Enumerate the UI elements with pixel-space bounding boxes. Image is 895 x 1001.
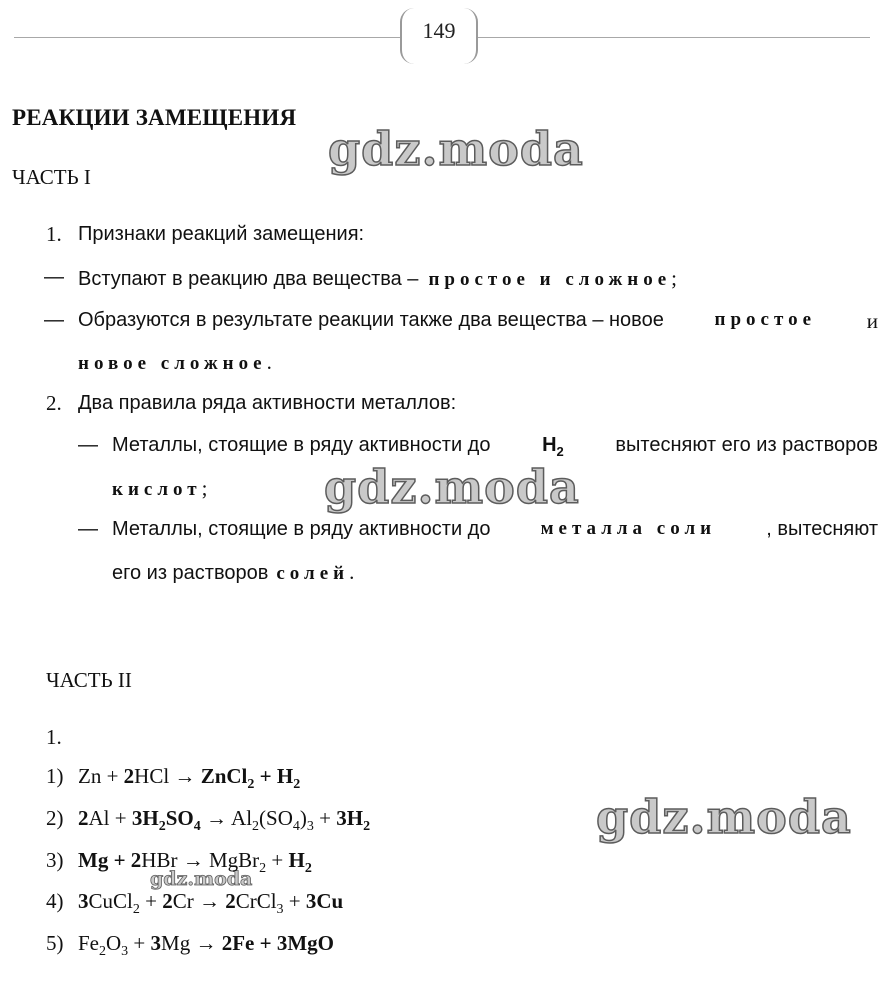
equation-number: 3) bbox=[46, 848, 64, 872]
rule-line-continued bbox=[112, 560, 354, 585]
watermark: gdz.moda bbox=[324, 460, 580, 514]
line-text: Образуются в результате реакции также два вещества – новое bbox=[78, 309, 664, 331]
rule-line-continued bbox=[112, 476, 207, 501]
page-title: РЕАКЦИИ ЗАМЕЩЕНИЯ bbox=[12, 105, 297, 130]
rule-text: , вытесняют bbox=[766, 518, 878, 540]
equation-number: 4) bbox=[46, 889, 64, 913]
line-text: Вступают в реакцию два вещества – bbox=[78, 268, 419, 290]
answer-line bbox=[78, 309, 878, 334]
equation: 3CuCl$_2$ + 2Cr → 2CrCl$_3$ + 3Cu bbox=[78, 889, 344, 918]
item-number: 2. bbox=[46, 391, 62, 415]
dash: — bbox=[44, 266, 64, 288]
equation: $Fe_2O_3 + 3Mg \to 2Fe + 3MgO$ bbox=[78, 931, 334, 960]
rule-text: Металлы, стоящие в ряду активности до bbox=[112, 434, 491, 456]
line-end: . bbox=[349, 560, 355, 584]
line-end: ; bbox=[201, 476, 208, 500]
header-rule-right bbox=[478, 37, 870, 38]
equation: Zn + 2HCl → ZnCl$_2$ + $H_2$ bbox=[78, 764, 301, 793]
line-end: ; bbox=[671, 266, 677, 290]
item-text: Два правила ряда активности металлов: bbox=[78, 392, 457, 414]
answer-fill: солей bbox=[276, 563, 350, 584]
equation: $2Al + 3H_2SO_4 \to Al_2(SO_4)_3 + 3H_2$ bbox=[78, 806, 371, 835]
part-label: ЧАСТЬ I bbox=[12, 165, 91, 189]
answer-line bbox=[78, 266, 677, 291]
watermark: gdz.moda bbox=[596, 790, 852, 844]
dash: — bbox=[78, 434, 98, 456]
item-number: 1. bbox=[46, 725, 62, 749]
answer-fill: металла соли bbox=[540, 518, 717, 539]
part-label: ЧАСТЬ II bbox=[46, 668, 132, 692]
answer-fill: $H_2$ bbox=[542, 434, 564, 459]
answer-fill: простое и сложное bbox=[428, 269, 672, 290]
watermark: gdz.moda bbox=[150, 868, 253, 890]
conjunction: и bbox=[866, 309, 878, 333]
dash: — bbox=[44, 309, 64, 331]
item-text: Признаки реакций замещения: bbox=[78, 223, 365, 245]
equation-number: 5) bbox=[46, 931, 64, 955]
item-number: 1. bbox=[46, 222, 62, 246]
header-rule-left bbox=[14, 37, 400, 38]
rule-line bbox=[112, 434, 878, 459]
answer-fill: новое сложное bbox=[78, 353, 267, 374]
rule-text: вытесняют его из растворов bbox=[615, 434, 878, 456]
line-end: . bbox=[266, 350, 272, 374]
equation-number: 1) bbox=[46, 764, 64, 788]
answer-fill: простое bbox=[714, 309, 817, 330]
dash: — bbox=[78, 518, 98, 540]
watermark: gdz.moda bbox=[328, 122, 584, 176]
answer-fill: кислот bbox=[112, 479, 202, 500]
equation-number: 2) bbox=[46, 806, 64, 830]
answer-line-continued bbox=[78, 350, 272, 375]
equation: Mg + 2HBr → MgBr$_2$ + $H_2$ bbox=[78, 848, 312, 877]
rule-text: его из растворов bbox=[112, 562, 269, 584]
rule-text: Металлы, стоящие в ряду активности до bbox=[112, 518, 491, 540]
rule-line bbox=[112, 518, 878, 541]
page-number: 149 bbox=[422, 18, 456, 43]
